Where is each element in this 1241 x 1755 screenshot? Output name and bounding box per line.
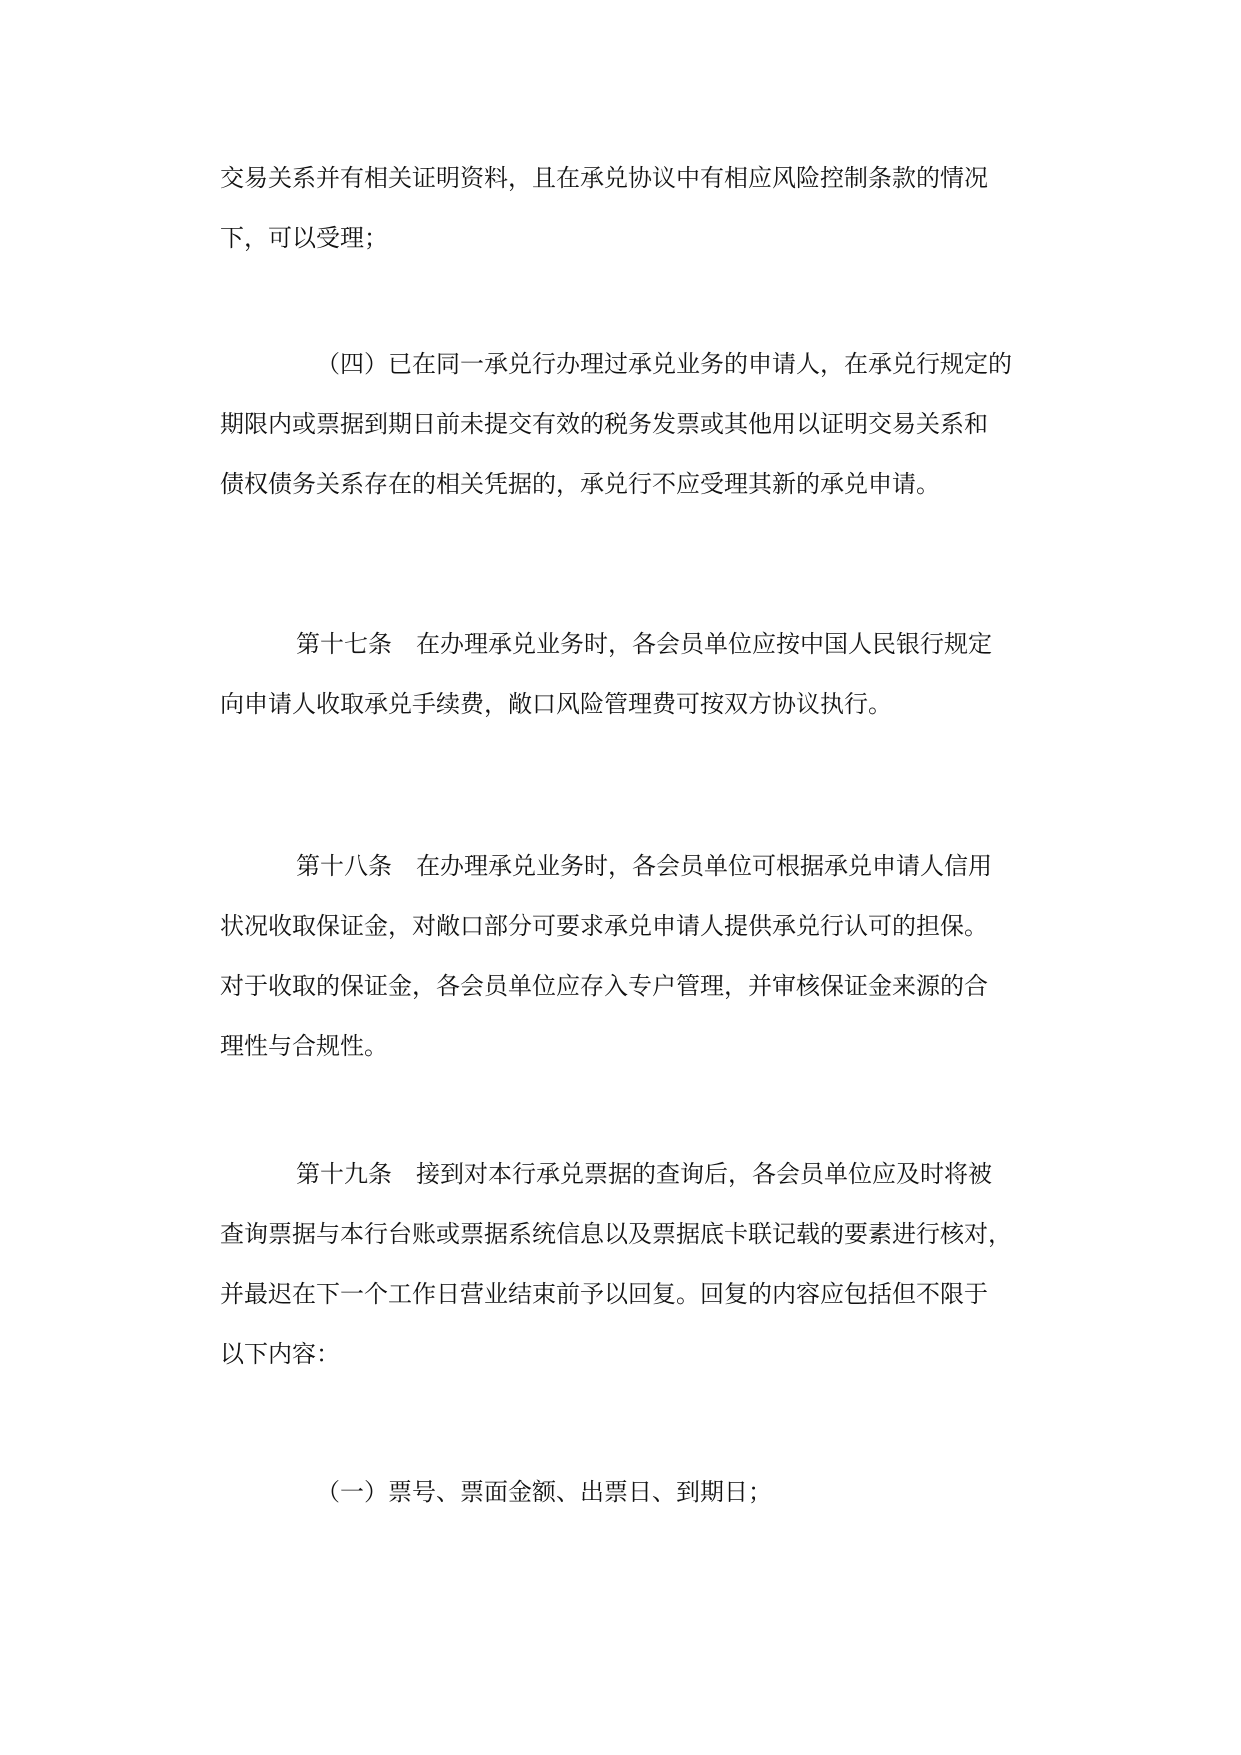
article-heading: 第十八条 bbox=[296, 852, 392, 880]
text-line: （四）已在同一承兑行办理过承兑业务的申请人，在承兑行规定的 bbox=[316, 350, 1012, 378]
article-heading: 第十九条 bbox=[296, 1160, 392, 1188]
text-line: 债权债务关系存在的相关凭据的，承兑行不应受理其新的承兑申请。 bbox=[220, 470, 940, 498]
paragraph-item-1 bbox=[220, 1462, 1020, 1522]
text-line: 下，可以受理； bbox=[220, 224, 388, 252]
text-line bbox=[220, 1144, 1020, 1204]
article-17 bbox=[220, 614, 1020, 734]
text-line bbox=[220, 614, 1020, 674]
text-line bbox=[220, 836, 1020, 896]
text-line: 查询票据与本行台账或票据系统信息以及票据底卡联记载的要素进行核对， bbox=[220, 1220, 1012, 1248]
text-line: 理性与合规性。 bbox=[220, 1032, 388, 1060]
text-line: 对于收取的保证金，各会员单位应存入专户管理，并审核保证金来源的合 bbox=[220, 972, 988, 1000]
article-text: 在办理承兑业务时，各会员单位可根据承兑申请人信用 bbox=[416, 852, 992, 880]
text-line: 并最迟在下一个工作日营业结束前予以回复。回复的内容应包括但不限于 bbox=[220, 1280, 988, 1308]
article-heading: 第十七条 bbox=[296, 630, 392, 658]
text-line: 状况收取保证金，对敞口部分可要求承兑申请人提供承兑行认可的担保。 bbox=[220, 912, 988, 940]
article-18 bbox=[220, 836, 1020, 1076]
paragraph-item-4 bbox=[220, 334, 1020, 514]
text-line: 交易关系并有相关证明资料，且在承兑协议中有相应风险控制条款的情况 bbox=[220, 164, 988, 192]
paragraph-continuation bbox=[220, 148, 1020, 268]
text-line: （一）票号、票面金额、出票日、到期日； bbox=[316, 1478, 772, 1506]
article-19 bbox=[220, 1144, 1020, 1384]
text-line: 期限内或票据到期日前未提交有效的税务发票或其他用以证明交易关系和 bbox=[220, 410, 988, 438]
text-line: 向申请人收取承兑手续费，敞口风险管理费可按双方协议执行。 bbox=[220, 690, 892, 718]
article-text: 接到对本行承兑票据的查询后，各会员单位应及时将被 bbox=[416, 1160, 992, 1188]
article-text: 在办理承兑业务时，各会员单位应按中国人民银行规定 bbox=[416, 630, 992, 658]
text-line: 以下内容： bbox=[220, 1340, 340, 1368]
